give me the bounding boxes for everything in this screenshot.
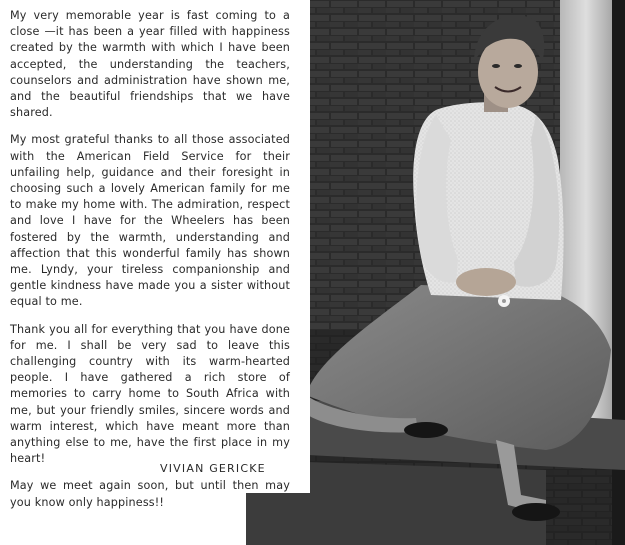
- letter-text: [10, 8, 290, 522]
- paragraph-4: May we meet again soon, but until then may you know only happiness!!: [10, 479, 290, 509]
- paragraph-3: Thank you all for everything that you have done for me. I shall be very sad to leave this challenging country with its warm-hearted people. I have gathered a rich store of memories to carry home to South Africa with me, but your friendly smiles, sincere words and warm interest, which have meant more than anything else to me, have the first place in my heart!: [10, 322, 290, 466]
- signature: VIVIAN GERICKE: [160, 462, 266, 475]
- paragraph-1: My very memorable year is fast coming to a close —it has been a year filled with happiness created by the warmth with which I have been accepted, the understanding the teachers, counselors and administration have shown me, and the beautiful friendships that we have shared.: [10, 9, 290, 120]
- paragraph-2: My most grateful thanks to all those associated with the American Field Service for their unfailing help, guidance and their foresight in choosing such a lovely American family for me to make my home with. The admiration, respect and love I have for the Wheelers has been fostered by the warmth, understanding and affection that this wonderful family has shown me. Lyndy, your tireless companionship and gentle kindness have made you a sister without equal to me.: [10, 133, 290, 309]
